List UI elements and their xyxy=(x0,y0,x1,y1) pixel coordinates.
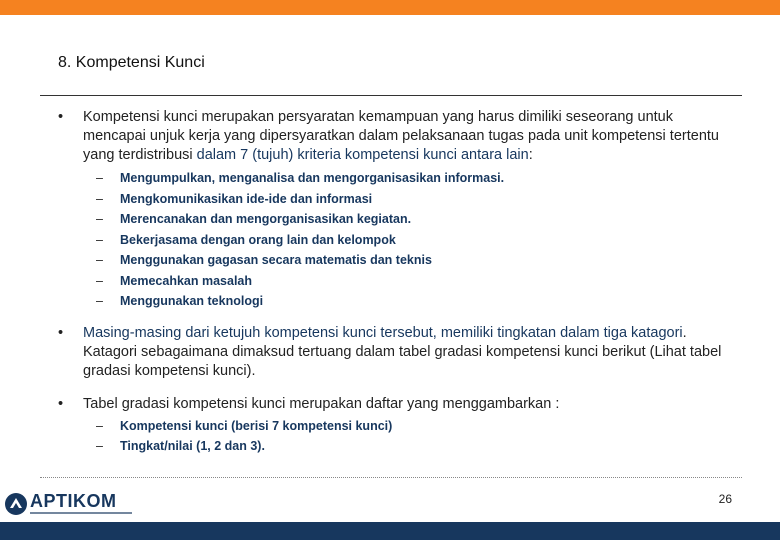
top-accent-bar xyxy=(0,0,780,15)
list-item xyxy=(58,271,738,292)
sub-list-criteria xyxy=(58,168,738,312)
bullet-item-2 xyxy=(58,324,738,381)
list-item-text: Mengkomunikasikan ide-ide dan informasi xyxy=(120,191,373,206)
aptikom-logo xyxy=(4,492,134,518)
page-title: 8. Kompetensi Kunci xyxy=(58,54,205,71)
list-item xyxy=(58,436,738,457)
bullet-marker: • xyxy=(58,324,64,341)
list-item-text: Tingkat/nilai (1, 2 dan 3). xyxy=(120,439,265,453)
list-item-text: Merencanakan dan mengorganisasikan kegiatan. xyxy=(120,212,412,226)
content-body xyxy=(58,108,738,457)
dash-marker: – xyxy=(96,253,103,267)
bullet-tail: : xyxy=(528,147,533,163)
dash-marker: – xyxy=(96,191,103,206)
list-item xyxy=(58,230,738,251)
dash-marker: – xyxy=(96,273,103,288)
sub-list-table xyxy=(58,416,738,457)
bullet-text: . Katagori sebagaimana dimaksud tertuang dalam tabel gradasi kompetensi kunci berikut (Lihat tabel gradasi kompetensi kunci). xyxy=(83,324,722,379)
dash-marker: – xyxy=(96,294,103,308)
dash-marker: – xyxy=(96,232,103,247)
bullet-item-3 xyxy=(58,395,738,414)
list-item-text: Bekerjasama dengan orang lain dan kelompok xyxy=(120,232,396,247)
list-item-text: Menggunakan teknologi xyxy=(120,294,264,308)
dash-marker: – xyxy=(96,212,103,226)
bullet-marker: • xyxy=(58,109,64,125)
list-item xyxy=(58,189,738,210)
list-item-text: Memecahkan masalah xyxy=(120,273,253,288)
list-item-text: Menggunakan gagasan secara matematis dan teknis xyxy=(120,253,432,267)
list-item xyxy=(58,291,738,312)
dash-marker: – xyxy=(96,171,103,185)
dash-marker: – xyxy=(96,439,103,453)
list-item xyxy=(58,250,738,271)
bullet-highlight: dalam 7 (tujuh) kriteria kompetensi kunci antara lain xyxy=(196,147,529,163)
list-item-text: Kompetensi kunci (berisi 7 kompetensi kunci) xyxy=(120,418,393,433)
logo-text: APTIKOM xyxy=(30,491,117,511)
list-item-text: Mengumpulkan, menganalisa dan mengorganisasikan informasi. xyxy=(120,171,505,185)
footer-divider xyxy=(40,477,742,478)
logo-tagline-mark xyxy=(4,512,134,515)
list-item xyxy=(58,168,738,189)
bottom-accent-bar xyxy=(0,522,780,540)
page-number: 26 xyxy=(718,492,732,506)
bullet-marker: • xyxy=(58,395,64,412)
list-item xyxy=(58,209,738,230)
bullet-text: Kompetensi kunci merupakan persyaratan kemampuan yang harus dimiliki seseorang untuk mencapai unjuk kerja yang dipersyaratkan dalam pelaksanaan tugas pada unit kompetensi tertentu yang terdistribusi xyxy=(83,109,719,163)
bullet-item-1 xyxy=(58,108,738,165)
list-item xyxy=(58,416,738,437)
dash-marker: – xyxy=(96,418,103,433)
title-divider xyxy=(40,95,742,96)
bullet-text: Tabel gradasi kompetensi kunci merupakan daftar yang menggambarkan : xyxy=(83,395,560,412)
bullet-highlight: Masing-masing dari ketujuh kompetensi kunci tersebut, memiliki tingkatan dalam tiga katagori xyxy=(83,324,683,341)
